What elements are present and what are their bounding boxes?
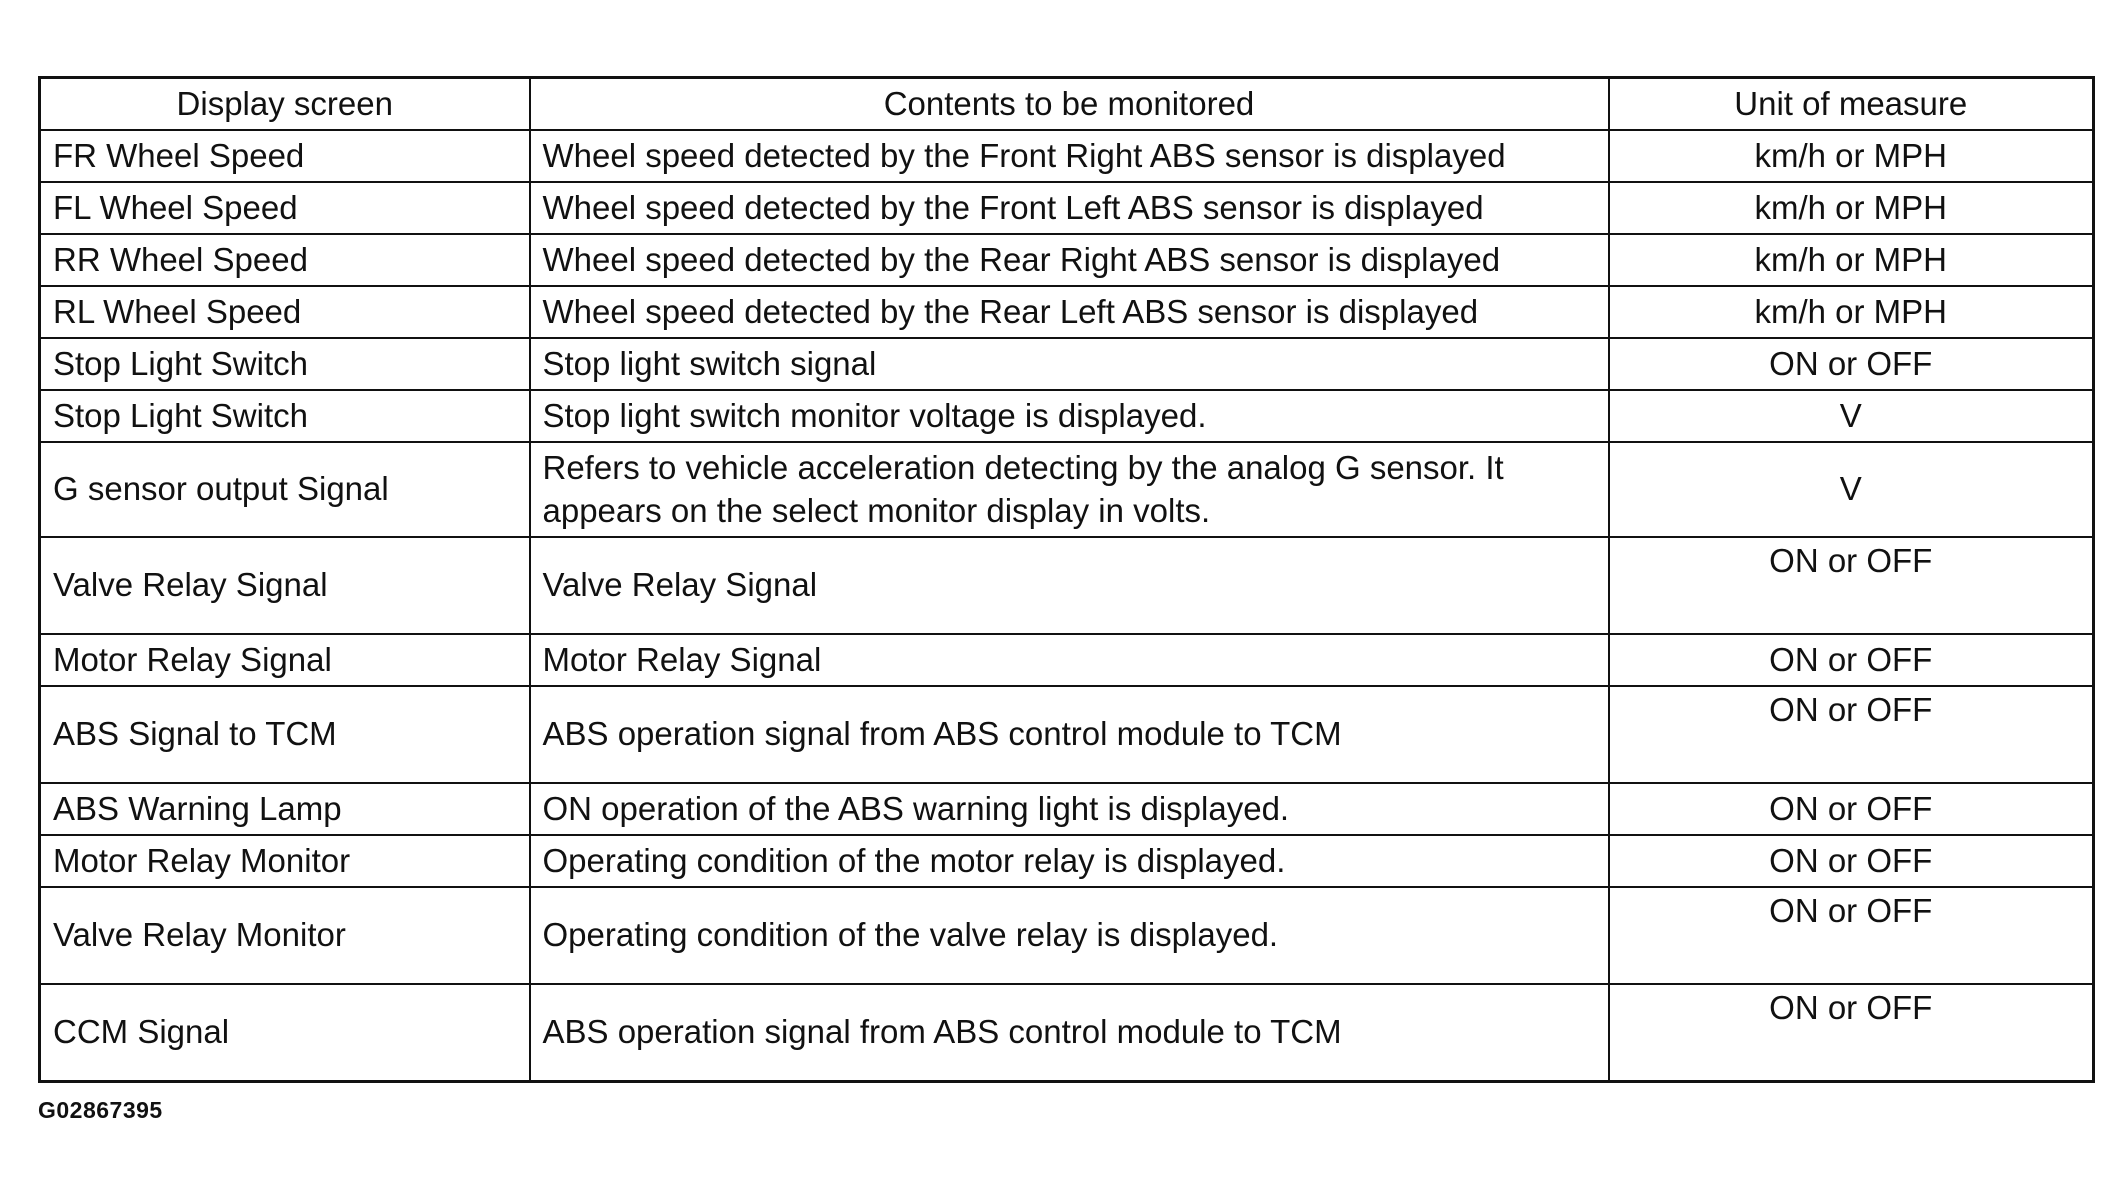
table-row bbox=[40, 286, 2094, 338]
table-row bbox=[40, 887, 2094, 984]
unit-cell: V bbox=[1609, 390, 2094, 442]
monitor-table bbox=[38, 76, 2095, 1083]
contents-cell: Stop light switch monitor voltage is displayed. bbox=[530, 390, 1609, 442]
display-screen-cell: Motor Relay Monitor bbox=[40, 835, 530, 887]
table-row bbox=[40, 783, 2094, 835]
contents-cell: Wheel speed detected by the Front Right ABS sensor is displayed bbox=[530, 130, 1609, 182]
header-display-screen: Display screen bbox=[40, 78, 530, 131]
display-screen-cell: Motor Relay Signal bbox=[40, 634, 530, 686]
contents-cell: Valve Relay Signal bbox=[530, 537, 1609, 634]
table-row bbox=[40, 537, 2094, 634]
table-row bbox=[40, 686, 2094, 783]
header-contents: Contents to be monitored bbox=[530, 78, 1609, 131]
table-body bbox=[40, 130, 2094, 1082]
unit-cell: km/h or MPH bbox=[1609, 182, 2094, 234]
contents-cell: Refers to vehicle acceleration detecting by the analog G sensor. It appears on the select monitor display in volts. bbox=[530, 442, 1609, 537]
table-row bbox=[40, 182, 2094, 234]
table-row bbox=[40, 634, 2094, 686]
contents-cell: Wheel speed detected by the Rear Left ABS sensor is displayed bbox=[530, 286, 1609, 338]
contents-cell: Stop light switch signal bbox=[530, 338, 1609, 390]
display-screen-cell: ABS Signal to TCM bbox=[40, 686, 530, 783]
table-row bbox=[40, 442, 2094, 537]
contents-cell: ON operation of the ABS warning light is displayed. bbox=[530, 783, 1609, 835]
unit-cell: ON or OFF bbox=[1609, 338, 2094, 390]
header-unit: Unit of measure bbox=[1609, 78, 2094, 131]
contents-cell: Wheel speed detected by the Front Left ABS sensor is displayed bbox=[530, 182, 1609, 234]
unit-cell: ON or OFF bbox=[1609, 887, 2094, 984]
contents-cell: Operating condition of the valve relay is displayed. bbox=[530, 887, 1609, 984]
figure-id: G02867395 bbox=[38, 1097, 163, 1123]
header-row bbox=[40, 78, 2094, 131]
table-row bbox=[40, 234, 2094, 286]
contents-cell: Operating condition of the motor relay is displayed. bbox=[530, 835, 1609, 887]
contents-cell: Motor Relay Signal bbox=[530, 634, 1609, 686]
display-screen-cell: RR Wheel Speed bbox=[40, 234, 530, 286]
display-screen-cell: FL Wheel Speed bbox=[40, 182, 530, 234]
table-row bbox=[40, 130, 2094, 182]
display-screen-cell: FR Wheel Speed bbox=[40, 130, 530, 182]
table-row bbox=[40, 338, 2094, 390]
table-row bbox=[40, 835, 2094, 887]
display-screen-cell: Stop Light Switch bbox=[40, 338, 530, 390]
unit-cell: ON or OFF bbox=[1609, 783, 2094, 835]
contents-cell: Wheel speed detected by the Rear Right ABS sensor is displayed bbox=[530, 234, 1609, 286]
unit-cell: ON or OFF bbox=[1609, 634, 2094, 686]
unit-cell: km/h or MPH bbox=[1609, 234, 2094, 286]
display-screen-cell: Valve Relay Monitor bbox=[40, 887, 530, 984]
display-screen-cell: RL Wheel Speed bbox=[40, 286, 530, 338]
display-screen-cell: CCM Signal bbox=[40, 984, 530, 1082]
unit-cell: ON or OFF bbox=[1609, 984, 2094, 1082]
unit-cell: V bbox=[1609, 442, 2094, 537]
monitor-table-container bbox=[38, 76, 2092, 1083]
unit-cell: ON or OFF bbox=[1609, 537, 2094, 634]
unit-cell: km/h or MPH bbox=[1609, 130, 2094, 182]
display-screen-cell: Valve Relay Signal bbox=[40, 537, 530, 634]
unit-cell: ON or OFF bbox=[1609, 835, 2094, 887]
unit-cell: km/h or MPH bbox=[1609, 286, 2094, 338]
display-screen-cell: ABS Warning Lamp bbox=[40, 783, 530, 835]
display-screen-cell: Stop Light Switch bbox=[40, 390, 530, 442]
table-row bbox=[40, 390, 2094, 442]
display-screen-cell: G sensor output Signal bbox=[40, 442, 530, 537]
unit-cell: ON or OFF bbox=[1609, 686, 2094, 783]
contents-cell: ABS operation signal from ABS control module to TCM bbox=[530, 686, 1609, 783]
contents-cell: ABS operation signal from ABS control module to TCM bbox=[530, 984, 1609, 1082]
table-row bbox=[40, 984, 2094, 1082]
table-header bbox=[40, 78, 2094, 131]
